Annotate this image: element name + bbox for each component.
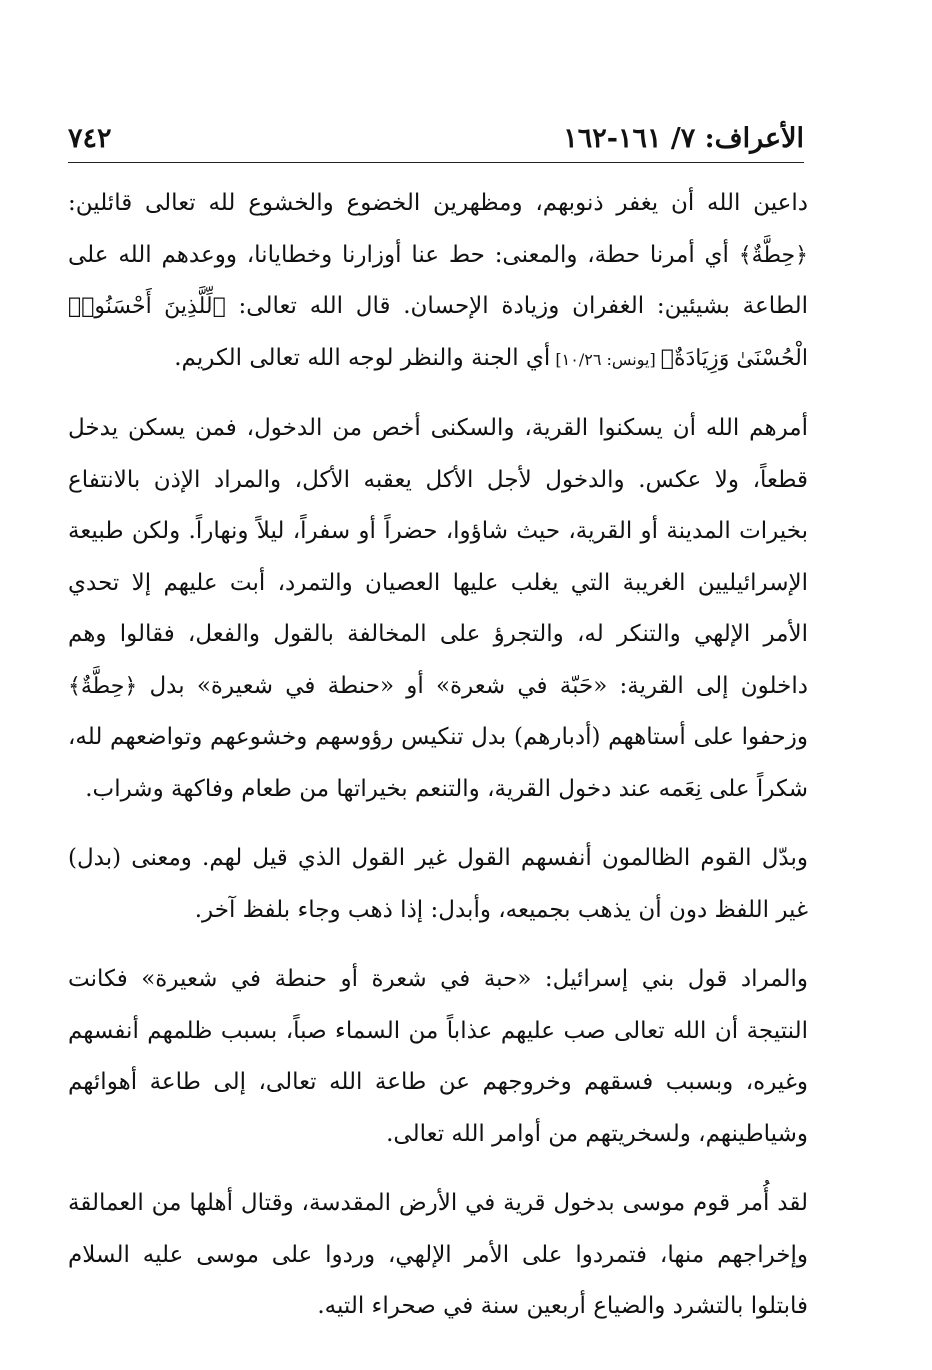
quran-quote: ﴿لِّلَّذِينَ أَحْسَنُوا۟ الْحُسْنَىٰ وَزِيَادَةٌ﴾: [68, 294, 808, 371]
paragraph-2: [68, 403, 808, 815]
text-run: وزحفوا على أستاههم (أدبارهم) بدل تنكيس رؤوسهم وخشوعهم وتواضعهم لله، شكراً على نِعَمه عند دخول القرية، والتنعم بخيراتها من طعام وفاكهة وشراب.: [68, 724, 808, 802]
page-body: [68, 178, 808, 1351]
paragraph-3: وبدّل القوم الظالمون أنفسهم القول غير القول الذي قيل لهم. ومعنى (بدل) غير اللفظ دون أن يذهب بجميعه، وأبدل: إذا ذهب وجاء بلفظ آخر.: [68, 845, 808, 923]
verse-reference: [يونس: ١٠/٢٦]: [550, 349, 661, 369]
paragraph-5: لقد أُمر قوم موسى بدخول قرية في الأرض المقدسة، وقتال أهلها من العمالقة وإخراجهم منها، فتمردوا على الأمر الإلهي، وردوا على موسى عليه السلام فابتلوا بالتشرد والضياع أربعين سنة في صحراء التيه.: [68, 1190, 808, 1319]
text-run: أي أمرنا حطة، والمعنى: حط عنا أوزارنا وخطايانا، ووعدهم الله على الطاعة بشيئين: الغفران وزيادة الإحسان. قال الله تعالى:: [68, 241, 808, 319]
quran-quote: ﴿حِطَّةٌ﴾: [738, 242, 808, 268]
running-header: [68, 116, 804, 160]
quran-quote: ﴿حِطَّةٌ﴾: [68, 673, 138, 699]
paragraph-1: [68, 178, 808, 385]
page-number: ٧٤٢: [68, 122, 112, 154]
surah-reference: الأعراف: ٧/ ١٦١-١٦٢: [563, 122, 804, 154]
header-rule: [68, 162, 804, 163]
paragraph-4: والمراد قول بني إسرائيل: «حبة في شعرة أو حنطة في شعيرة» فكانت النتيجة أن الله تعالى صب عليهم عذاباً من السماء صباً، بسبب ظلمهم أنفسهم وغيره، وبسبب فسقهم وخروجهم عن طاعة الله تعالى، إلى طاعة أهوائهم وشياطينهم، ولسخريتهم من أوامر الله تعالى.: [68, 966, 808, 1147]
text-run: أي الجنة والنظر لوجه الله تعالى الكريم.: [174, 344, 551, 371]
text-run: داعين الله أن يغفر ذنوبهم، ومظهرين الخضوع والخشوع لله تعالى قائلين:: [68, 190, 808, 216]
text-run: أمرهم الله أن يسكنوا القرية، والسكنى أخص من الدخول، فمن يسكن يدخل قطعاً، ولا عكس. والدخول لأجل الأكل يعقبه الأكل، والمراد الإذن بالانتفاع بخيرات المدينة أو القرية، حيث شاؤوا، حضراً أو سفراً، ليلاً ونهاراً. ولكن طبيعة الإسرائيليين الغريبة التي يغلب عليها العصيان والتمرد، أبت عليهم إلا تحدي الأمر الإلهي والتنكر له، والتجرؤ على المخالفة بالقول والفعل، فقالوا وهم داخلون إلى القرية: «حَبّة في شعرة» أو «حنطة في شعيرة» بدل: [68, 415, 808, 699]
